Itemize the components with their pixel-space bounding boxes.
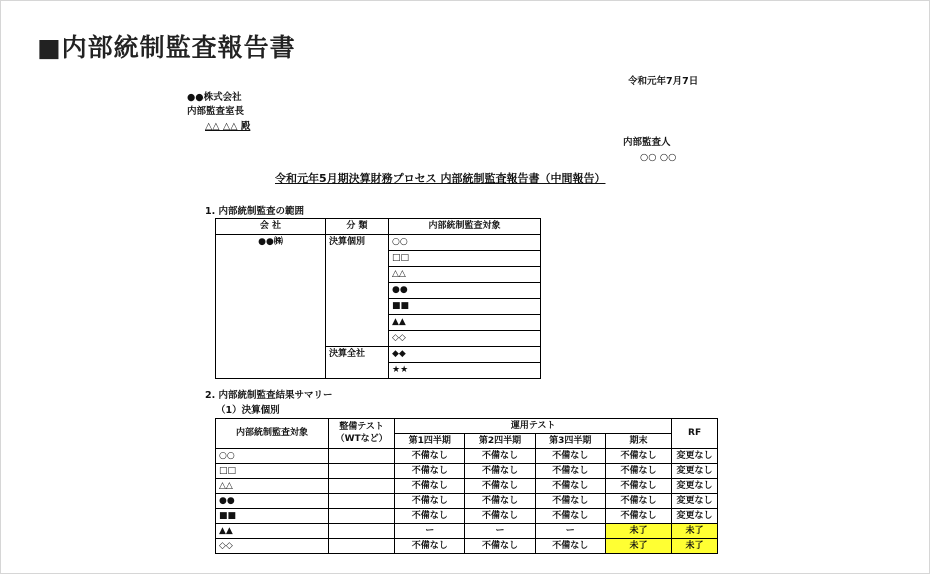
- scope-item: ◇◇: [389, 331, 541, 347]
- scope-category: 決算全社: [326, 347, 389, 379]
- summary-cell-rf: 変更なし: [672, 464, 718, 479]
- summary-cell-q2: 不備なし: [465, 449, 535, 464]
- summary-header-q3: 第3四半期: [535, 434, 605, 449]
- auditor-title: 内部監査人: [623, 137, 671, 148]
- summary-cell-q2: 不備なし: [465, 509, 535, 524]
- scope-category: 決算個別: [326, 235, 389, 347]
- scope-header-company: 会 社: [216, 219, 326, 235]
- summary-cell-q1: ー: [395, 524, 465, 539]
- summary-row: [216, 464, 718, 479]
- scope-item: ○○: [389, 235, 541, 251]
- summary-cell-q3: 不備なし: [535, 509, 605, 524]
- scope-item: △△: [389, 267, 541, 283]
- summary-row: [216, 479, 718, 494]
- scope-header-target: 内部統制監査対象: [389, 219, 541, 235]
- addressee-dept: 内部監査室長: [187, 106, 245, 117]
- summary-cell-q3: 不備なし: [535, 494, 605, 509]
- summary-table: [215, 418, 718, 554]
- summary-header-q2: 第2四半期: [465, 434, 535, 449]
- summary-cell-q1: 不備なし: [395, 449, 465, 464]
- summary-header-rf: RF: [672, 419, 718, 449]
- summary-cell-design: [329, 449, 395, 464]
- summary-cell-end: 不備なし: [605, 494, 671, 509]
- summary-cell-q1: 不備なし: [395, 539, 465, 554]
- summary-cell-q3: ー: [535, 524, 605, 539]
- summary-header-q1: 第1四半期: [395, 434, 465, 449]
- scope-item: ■■: [389, 299, 541, 315]
- summary-cell-end: 不備なし: [605, 449, 671, 464]
- section1-heading: 1. 内部統制監査の範囲: [205, 206, 305, 217]
- scope-item: ▲▲: [389, 315, 541, 331]
- summary-cell-design: [329, 509, 395, 524]
- summary-cell-q1: 不備なし: [395, 479, 465, 494]
- auditor-name: ○○ ○○: [640, 152, 677, 163]
- summary-cell-end: 未了: [605, 524, 671, 539]
- summary-row: [216, 509, 718, 524]
- addressee-company: ●●株式会社: [187, 92, 242, 103]
- summary-cell-rf: 未了: [672, 539, 718, 554]
- scope-table: [215, 218, 541, 379]
- summary-row: [216, 494, 718, 509]
- summary-cell-q2: 不備なし: [465, 479, 535, 494]
- summary-cell-target: ▲▲: [216, 524, 329, 539]
- summary-cell-design: [329, 494, 395, 509]
- summary-row: [216, 539, 718, 554]
- report-date: 令和元年7月7日: [628, 76, 699, 87]
- section2-subheading: （1）決算個別: [216, 405, 280, 416]
- scope-item: □□: [389, 251, 541, 267]
- scope-company: ●●㈱: [216, 235, 326, 379]
- summary-cell-target: △△: [216, 479, 329, 494]
- document-title: 令和元年5月期決算財務プロセス 内部統制監査報告書（中間報告）: [275, 172, 606, 185]
- summary-cell-rf: 変更なし: [672, 494, 718, 509]
- summary-cell-target: ■■: [216, 509, 329, 524]
- summary-cell-q1: 不備なし: [395, 464, 465, 479]
- summary-header-operation: 運用テスト: [395, 419, 672, 434]
- summary-cell-design: [329, 464, 395, 479]
- scope-item: ◆◆: [389, 347, 541, 363]
- summary-cell-target: ◇◇: [216, 539, 329, 554]
- summary-cell-q1: 不備なし: [395, 494, 465, 509]
- scope-item: ●●: [389, 283, 541, 299]
- summary-cell-end: 不備なし: [605, 509, 671, 524]
- summary-cell-design: [329, 479, 395, 494]
- scope-header-category: 分 類: [326, 219, 389, 235]
- summary-header-end: 期末: [605, 434, 671, 449]
- summary-header-design-line1: 整備テスト: [339, 422, 384, 433]
- summary-cell-design: [329, 539, 395, 554]
- page-heading: ■内部統制監査報告書: [37, 33, 296, 62]
- addressee-name: △△ △△ 殿: [205, 121, 251, 132]
- summary-cell-q2: ー: [465, 524, 535, 539]
- summary-cell-q3: 不備なし: [535, 479, 605, 494]
- summary-cell-end: 未了: [605, 539, 671, 554]
- summary-row: [216, 449, 718, 464]
- summary-cell-target: □□: [216, 464, 329, 479]
- summary-cell-target: ●●: [216, 494, 329, 509]
- summary-cell-design: [329, 524, 395, 539]
- summary-cell-end: 不備なし: [605, 464, 671, 479]
- summary-header-target: 内部統制監査対象: [216, 419, 329, 449]
- summary-cell-end: 不備なし: [605, 479, 671, 494]
- section2-heading: 2. 内部統制監査結果サマリー: [205, 390, 333, 401]
- summary-cell-q3: 不備なし: [535, 449, 605, 464]
- summary-cell-target: ○○: [216, 449, 329, 464]
- summary-header-design-line2: （WTなど）: [335, 433, 388, 444]
- summary-cell-q1: 不備なし: [395, 509, 465, 524]
- summary-row: [216, 524, 718, 539]
- summary-cell-rf: 未了: [672, 524, 718, 539]
- summary-cell-q3: 不備なし: [535, 464, 605, 479]
- summary-cell-q2: 不備なし: [465, 539, 535, 554]
- scope-item: ★★: [389, 363, 541, 379]
- summary-cell-q2: 不備なし: [465, 494, 535, 509]
- summary-cell-rf: 変更なし: [672, 449, 718, 464]
- summary-cell-q3: 不備なし: [535, 539, 605, 554]
- summary-header-design: [329, 419, 395, 449]
- summary-cell-rf: 変更なし: [672, 479, 718, 494]
- summary-cell-rf: 変更なし: [672, 509, 718, 524]
- summary-cell-q2: 不備なし: [465, 464, 535, 479]
